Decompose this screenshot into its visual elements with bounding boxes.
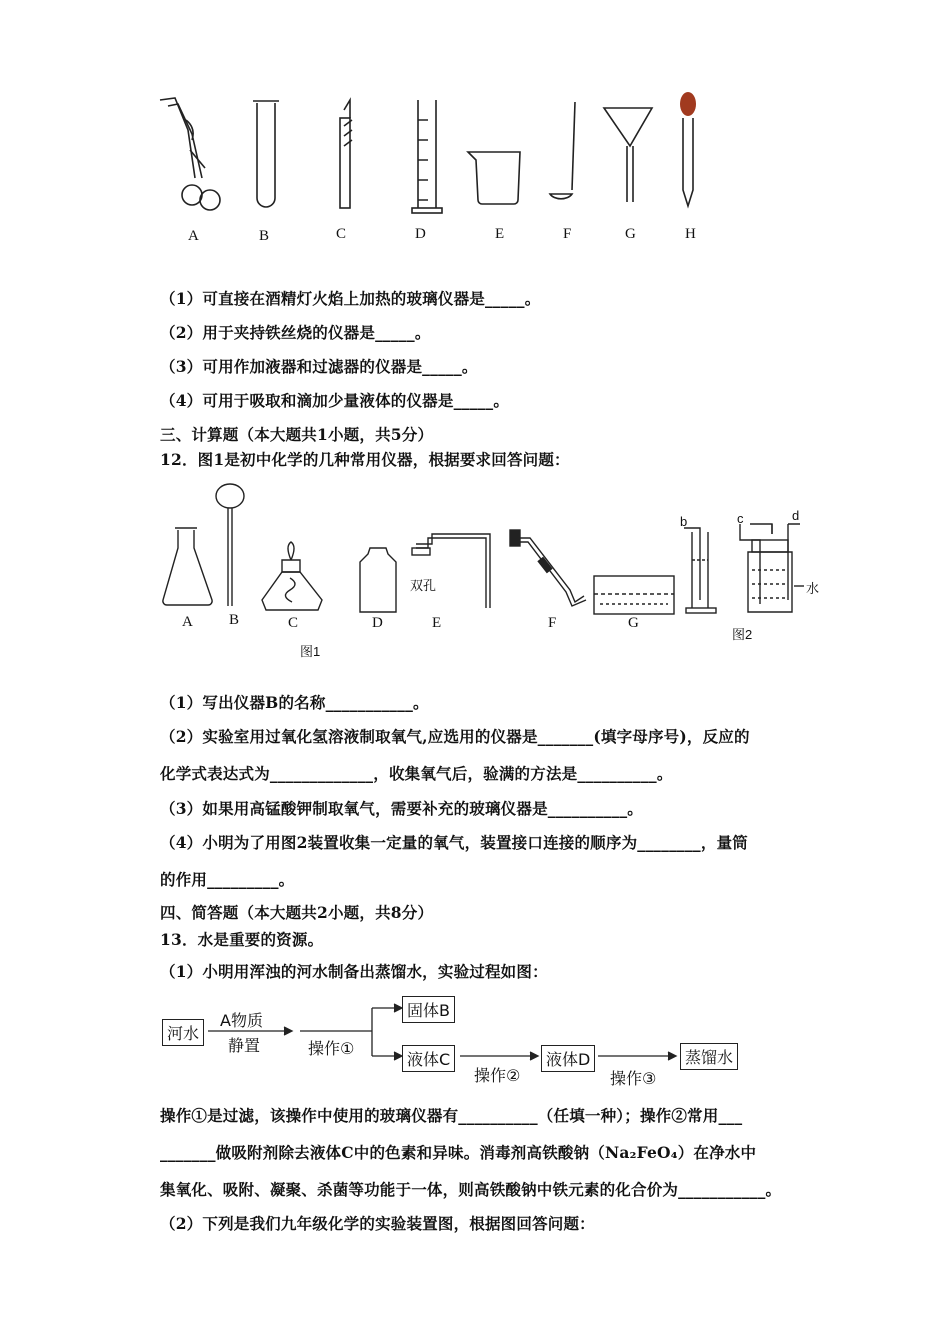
question-line: _______做吸附剂除去液体C中的色素和异味。消毒剂高铁酸钠（Na₂FeO₄）在净水中 — [160, 1143, 757, 1162]
section-heading: 三、计算题（本大题共1小题，共5分） — [160, 425, 434, 444]
fig1-label-B: B — [259, 228, 270, 244]
port-label-b: b — [680, 514, 688, 529]
flow-liquid-d: 液体D — [541, 1045, 595, 1072]
fig1-label-G: G — [625, 226, 636, 242]
fig2-label-C: C — [288, 615, 299, 631]
fig2-label-F: F — [548, 615, 557, 631]
flow-operation-1: 操作① — [308, 1039, 355, 1058]
gas-washing-bottle-drawing — [740, 524, 804, 612]
fig1-label-D: D — [415, 226, 426, 242]
water-label: 水 — [806, 581, 820, 596]
conical-flask-drawing — [163, 528, 212, 605]
flow-distilled-water: 蒸馏水 — [680, 1043, 738, 1070]
fig2-label-A: A — [182, 614, 193, 630]
flow-a-substance: A物质 — [220, 1011, 263, 1030]
flow-liquid-c: 液体C — [402, 1045, 455, 1072]
flow-solid-b: 固体B — [402, 996, 455, 1023]
question-line: （4）小明为了用图2装置收集一定量的氧气，装置接口连接的顺序为________，量筒 — [160, 833, 748, 852]
fig2-label-B: B — [229, 612, 240, 628]
question-line: （1）可直接在酒精灯火焰上加热的玻璃仪器是_____。 — [160, 289, 541, 308]
fig2-label-D: D — [372, 615, 383, 631]
question-line: 的作用_________。 — [160, 870, 295, 889]
flow-operation-2: 操作② — [474, 1066, 521, 1085]
bent-delivery-tube-drawing — [510, 530, 586, 606]
dropper-bulb — [680, 92, 696, 116]
fig1-label-C: C — [336, 226, 347, 242]
question-line: 操作①是过滤，该操作中使用的玻璃仪器有__________（任填一种）；操作②常用___ — [160, 1106, 743, 1125]
question-title: 13．水是重要的资源。 — [160, 930, 324, 949]
fig1-label-F: F — [563, 226, 572, 242]
question-line: （2）用于夹持铁丝烧的仪器是_____。 — [160, 323, 431, 342]
flow-settle: 静置 — [228, 1036, 261, 1055]
question-line: （1）写出仪器B的名称___________。 — [160, 693, 429, 712]
question-line: （3）可用作加液器和过滤器的仪器是_____。 — [160, 357, 478, 376]
fig1-label-A: A — [188, 228, 199, 244]
instrument-figure-1 — [0, 0, 950, 250]
graduated-cylinder-fig2-drawing — [684, 528, 716, 613]
question-line: 集氧化、吸附、凝聚、杀菌等功能于一体，则高铁酸钠中铁元素的化合价为___________。 — [160, 1180, 782, 1199]
figure-caption-1: 图1 — [300, 644, 321, 659]
combustion-spoon-drawing — [550, 102, 575, 199]
port-label-d: d — [792, 508, 800, 523]
fig2-label-G: G — [628, 615, 639, 631]
dropper-drawing — [683, 118, 693, 206]
hole-label: 双孔 — [410, 578, 437, 593]
question-line: （1）小明用浑浊的河水制备出蒸馏水，实验过程如图： — [160, 962, 548, 981]
fig1-label-H: H — [685, 226, 696, 242]
fig1-label-E: E — [495, 226, 505, 242]
test-tube-drawing — [253, 101, 279, 207]
water-trough-drawing — [594, 576, 674, 614]
figure-caption-2: 图2 — [732, 627, 753, 642]
question-line: （3）如果用高锰酸钾制取氧气，需要补充的玻璃仪器是__________。 — [160, 799, 643, 818]
instrument-figure-q12 — [0, 470, 950, 670]
graduated-cylinder-drawing — [412, 100, 442, 213]
flow-river-water: 河水 — [162, 1019, 204, 1046]
alcohol-lamp-drawing — [262, 542, 322, 610]
test-tube-clamp-drawing — [340, 100, 352, 208]
flow-operation-3: 操作③ — [610, 1069, 657, 1088]
beaker-drawing — [468, 152, 520, 204]
question-line: （4）可用于吸取和滴加少量液体的仪器是_____。 — [160, 391, 510, 410]
question-line: 化学式表达式为_____________，收集氧气后，验满的方法是__________。 — [160, 764, 673, 783]
port-label-c: c — [737, 511, 744, 526]
fig2-label-E: E — [432, 615, 442, 631]
question-line: （2）实验室用过氧化氢溶液制取氧气,应选用的仪器是_______(填字母序号)，反应的 — [160, 727, 750, 746]
question-title: 12．图1是初中化学的几种常用仪器，根据要求回答问题： — [160, 450, 570, 469]
question-line: （2）下列是我们九年级化学的实验装置图，根据图回答问题： — [160, 1214, 595, 1233]
wide-mouth-bottle-drawing — [360, 548, 396, 612]
long-neck-funnel-drawing — [216, 484, 244, 606]
section-heading: 四、简答题（本大题共2小题，共8分） — [160, 903, 434, 922]
funnel-drawing — [604, 108, 652, 202]
stopper-tube-drawing — [412, 534, 490, 608]
crucible-tongs-drawing — [160, 98, 220, 210]
